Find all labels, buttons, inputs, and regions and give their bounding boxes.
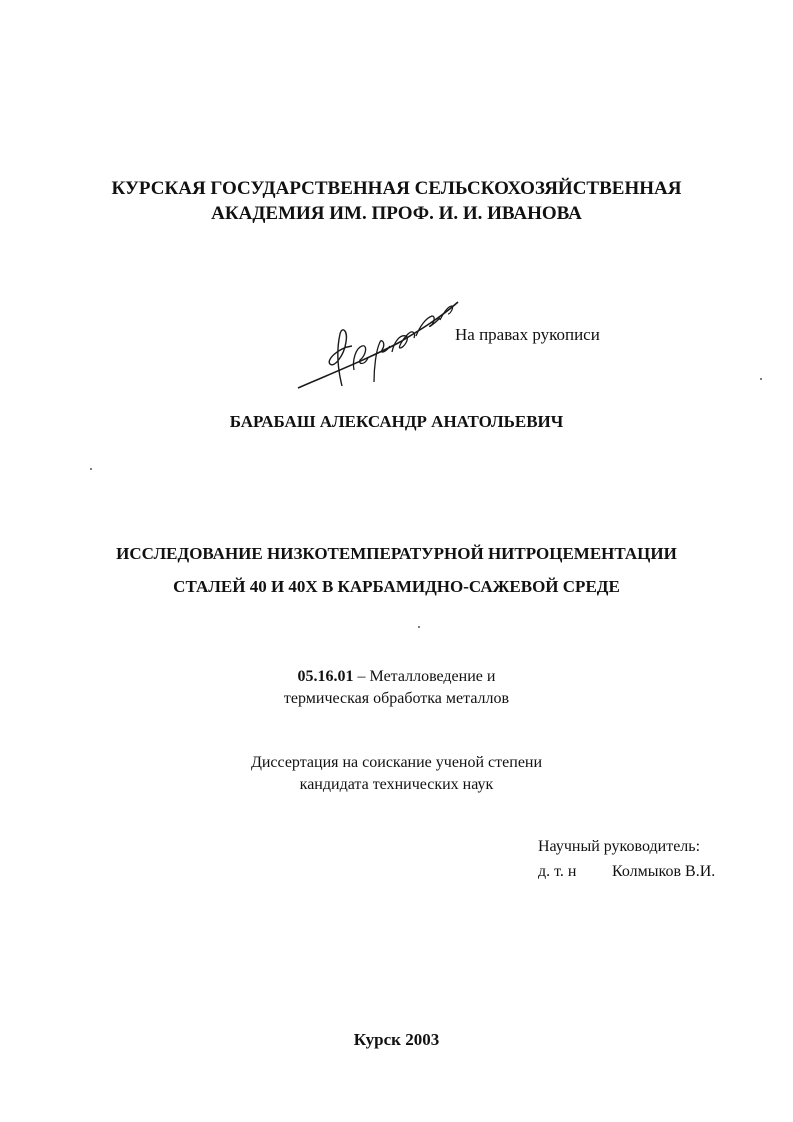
specialty-name-1: Металловедение и [369,668,496,685]
institution-line-2: АКАДЕМИЯ ИМ. ПРОФ. И. И. ИВАНОВА [211,203,582,224]
scientific-advisor [538,834,715,884]
advisor-degree: д. т. н [538,863,577,880]
scan-speck [418,626,420,628]
degree-line-2: кандидата технических наук [299,776,494,793]
specialty-line-1 [0,666,793,688]
institution-line-1: КУРСКАЯ ГОСУДАРСТВЕННАЯ СЕЛЬСКОХОЗЯЙСТВЕННАЯ [111,178,682,199]
advisor-line [538,859,715,884]
author-name: БАРАБАШ АЛЕКСАНДР АНАТОЛЬЕВИЧ [229,412,564,431]
advisor-name: Колмыков В.И. [612,863,716,880]
institution-name [0,176,793,226]
specialty-dash: – [353,668,370,685]
scan-speck [90,468,92,470]
scan-speck [760,378,762,380]
title-line-2: СТАЛЕЙ 40 И 40Х В КАРБАМИДНО-САЖЕВОЙ СРЕДЕ [173,577,620,596]
title-line-1: ИССЛЕДОВАНИЕ НИЗКОТЕМПЕРАТУРНОЙ НИТРОЦЕМЕНТАЦИИ [116,544,677,563]
advisor-label: Научный руководитель: [538,838,701,855]
specialty-line-2: термическая обработка металлов [283,690,510,707]
degree-line-1: Диссертация на соискание ученой степени [250,754,543,771]
signature-icon [290,290,470,400]
rights-note: На правах рукописи [455,325,600,344]
city-year: Курск 2003 [353,1030,440,1049]
dissertation-title [0,537,793,603]
specialty-code: 05.16.01 [297,668,354,685]
specialty [0,666,793,710]
degree-statement [0,752,793,796]
